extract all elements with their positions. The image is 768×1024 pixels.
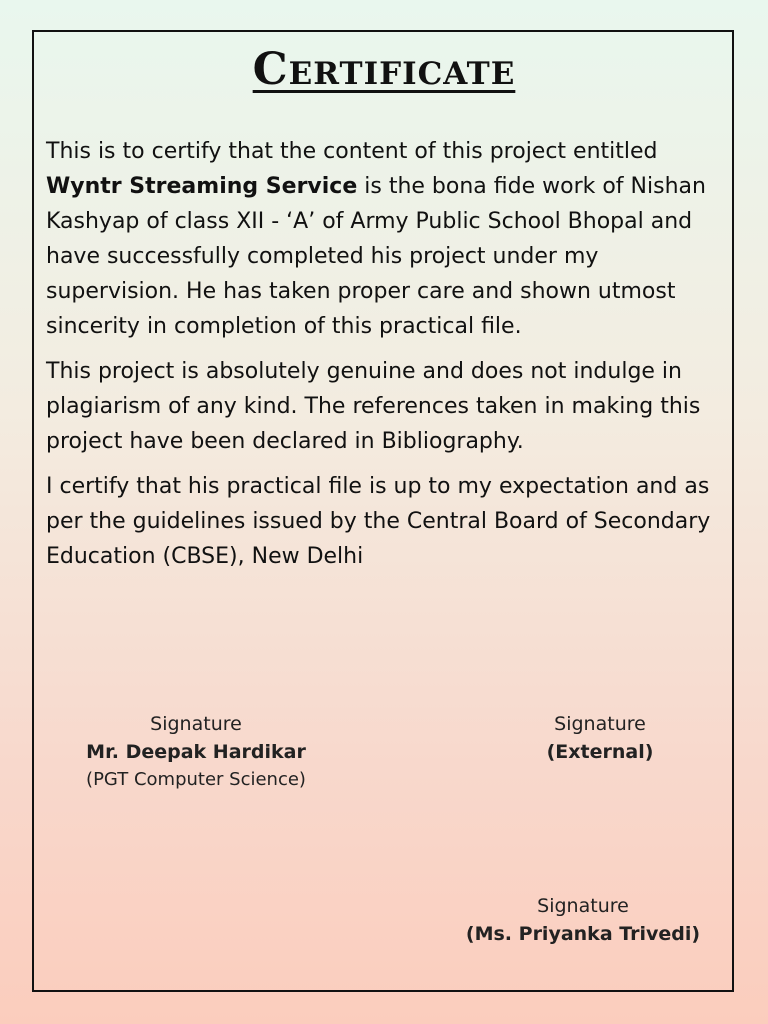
project-name: Wyntr Streaming Service (46, 174, 358, 199)
paragraph-1: This is to certify that the content of this project entitled Wyntr Streaming Service is the bona fide work of Nishan Kashyap of class XII - ‘A’ of Army Public School Bhopal and have successfully completed his project under my supervision. He has taken proper care and shown utmost sincerity in completion of this practical file. (46, 139, 706, 339)
certificate-title: Certificate (252, 44, 516, 95)
signature-label: Signature (537, 895, 629, 917)
signatory-name: (Ms. Priyanka Trivedi) (465, 923, 701, 945)
paragraph-3: I certify that his practical file is up to my expectation and as per the guidelines issued by the Central Board of Secondary Education (CBSE), New Delhi (46, 474, 711, 569)
signatory-role: (PGT Computer Science) (86, 769, 306, 790)
signature-label: Signature (554, 713, 646, 735)
signature-label: Signature (150, 713, 242, 735)
principal-signature-block (430, 892, 736, 948)
signatory-name: (External) (546, 741, 654, 763)
signatory-name: Mr. Deepak Hardikar (86, 741, 306, 763)
external-signature-block (510, 710, 690, 766)
paragraph-2: This project is absolutely genuine and does not indulge in plagiarism of any kind. The references taken in making this project have been declared in Bibliography. (46, 359, 701, 454)
internal-signature-block (36, 710, 356, 794)
certificate-body (46, 134, 732, 584)
